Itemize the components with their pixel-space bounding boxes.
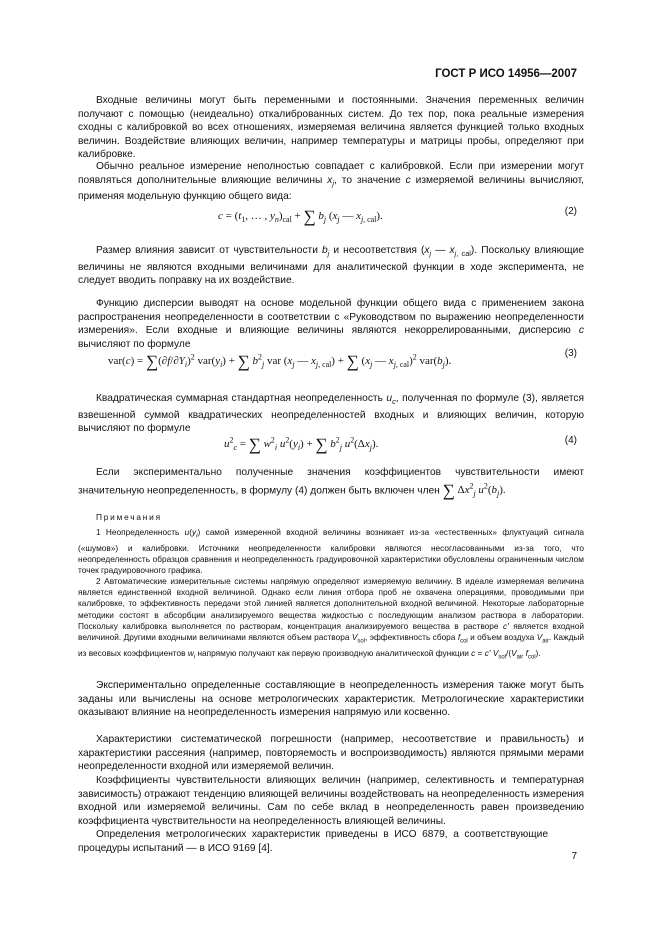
- paragraph-systematic-error: Характеристики систематической погрешности (например, несоответствие и правильность) и характеристики рассеяния (например, повторяемость и воспроизводимость) являются прямыми мерами неопределенности входной или измеряемой величин.: [78, 734, 584, 773]
- formula-2-number: (2): [564, 206, 577, 217]
- paragraph-combined-uncertainty: Квадратическая суммарная стандартная неопределенность $u_c$, полученная по формуле (3), является взвешенной суммой квадратических неопределенностей входных и влияющих величин, которую вычисляют по формуле: [78, 393, 584, 435]
- paragraph-sensitivity-coefficients: Коэффициенты чувствительности влияющих величин (например, селективность и температурная зависимость) отражают тенденцию влияющей величины воздействовать на неопределенность измерения входной или измеряемой величины. Сам по себе вклад в неопределенность равен произведению коэффициента чувствительности на неопределенность влияющей величины.: [78, 775, 584, 827]
- notes-title: Примечания: [96, 512, 162, 522]
- note-1: 1 Неопределенность $u(y_i)$ самой измеренной входной величины возникает из-за «естественных» флуктуаций сигнала («шумов») и калибровки. Источники неопределенности калибровки являются несогласованными из-за того, что неопределенность образцов сравнения и неопределенность градуировочной характеристики обусловлены ограниченным числом точек градуировочного графика.: [78, 527, 585, 576]
- sensitivity-term: ∑ $\Delta x^2_j$ $u^2(b_j)$.: [442, 481, 506, 501]
- page-number: 7: [571, 851, 577, 862]
- formula-4-number: (4): [564, 435, 577, 446]
- paragraph-metrological: Экспериментально определенные составляющие в неопределенность измерения также могут быть заданы или вычислены на основе метрологических характеристик. Метрологические характеристики оказывают влияние на неопределенность измерения напрямую или косвенно.: [78, 680, 584, 719]
- paragraph-influence-quantities: Обычно реальное измерение неполностью совпадает с калибровкой. Если при измерении могут появляться дополнительные влияющие величины $x_j$, то значение c измеряемой величины вычисляют, применяя модельную функцию общего вида:: [78, 161, 585, 203]
- paragraph-definitions: Определения метрологических характеристик приведены в ИСО 6879, а соответствующие процедуры испытаний — в ИСО 9169 [4].: [78, 829, 548, 854]
- note-2: 2 Автоматические измерительные системы напрямую определяют измеряемую величину. В идеале измеряемая величина является единственной входной величиной. Однако если линия отбора проб не охвачена операциями, проводимыми при калибровке, то эффективность передачи этой линией является дополнительной входной величиной. Некоторые лабораторные методики состоят в абсорбции анализируемого вещества жидкостью с последующим анализом раствора в лаборатории. Поскольку калибровка выполняется по растворам, концентрация анализируемого вещества в растворе c' является входной величиной. Другими входными величинами являются объем раствора $V_{sol}$, эффективность сбора $f_{col}$ и объем воздуха $V_{air}$. Каждый из весовых коэффициентов $w_i$ напрямую получают как первую производную аналитической функции c = c' $V_{sol}/(V_{air}$ $f_{col}$).: [78, 576, 585, 661]
- paragraph-input-quantities: Входные величины могут быть переменными и постоянными. Значения переменных величин получают с помощью (неидеально) откалиброванных систем. До тех пор, пока реальные измерения сходны с калибровкой во всех отношениях, измеряемая величина является функцией только входных величин. Воздействие влияющих величин, например температуры и матрицы пробы, определяют при калибровке.: [78, 95, 584, 161]
- paragraph-variance-function: Функцию дисперсии выводят на основе модельной функции общего вида с применением закона распространения неопределенности в соответствии с «Руководством по выражению неопределенности измерения». Если входные и влияющие величины являются некоррелированными, дисперсию c вычисляют по формуле: [78, 298, 584, 350]
- formula-3: $var(c) = \sum(\partial f/\partial Y_i)^2$ $var(y_i)$ + ∑ $b^2_j$ var ($x_j$ — $x_{j, cal}$) + ∑ ($x_j$ — $x_{j, cal})^2$ $var(b_j)$.: [108, 352, 452, 371]
- standard-header: ГОСТ Р ИСО 14956—2007: [435, 68, 577, 80]
- paragraph-sensitivity-term: Если экспериментально полученные значения коэффициентов чувствительности имеют значительную неопределенность, в формулу (4) должен быть включен член ∑ $\Delta x^2_j$ $u^2(b_j)$.: [78, 467, 584, 501]
- paragraph-influence-size: Размер влияния зависит от чувствительности $b_j$ и несоответствия ($x_j$ — $x_{j, cal}$). Поскольку влияющие величины не являются входными величинами для аналитической функции в ходе эксперимента, не следует вводить поправку на их воздействие.: [78, 245, 584, 287]
- formula-2: $c = (t_1$, … , $y_n)_{cal}$ + ∑ $b_j$ ($x_j$ — $x_{j, cal}$).: [218, 207, 383, 226]
- formula-4: $u^2_c$ = ∑ $w^2_i$ $u^2(y_i)$ + ∑ $b^2_j$ $u^2(\Delta x_j)$.: [224, 435, 379, 454]
- formula-3-number: (3): [564, 348, 577, 359]
